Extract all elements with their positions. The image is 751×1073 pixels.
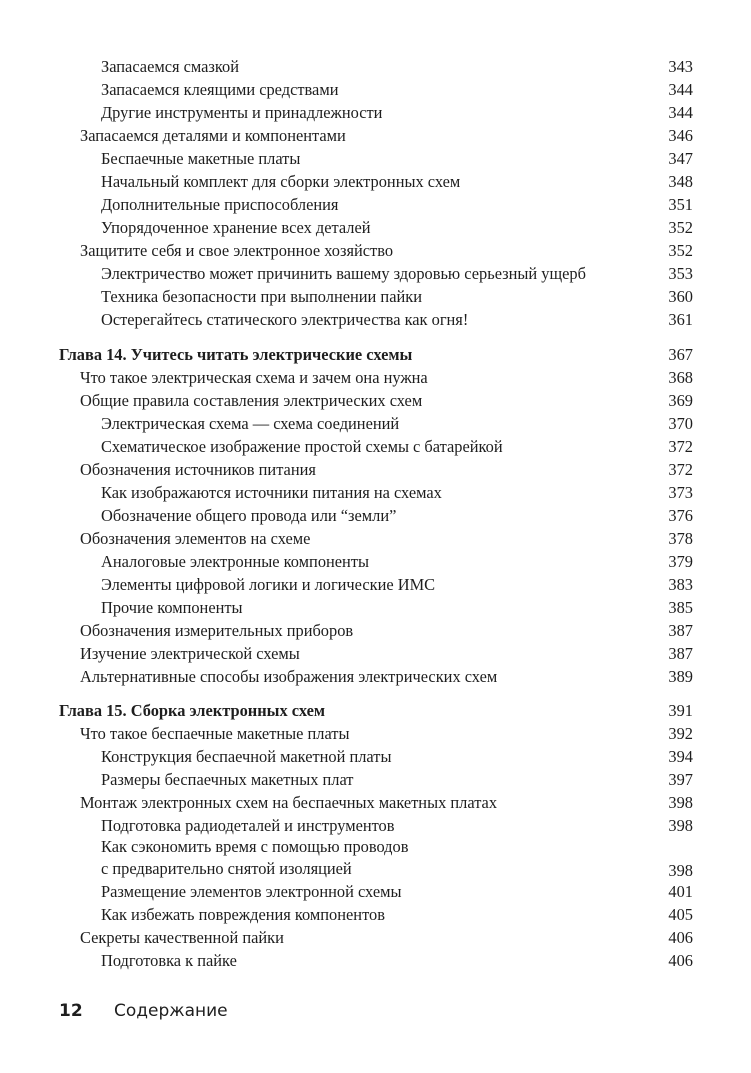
toc-entry-page: 398 bbox=[668, 861, 693, 880]
page-number: 12 bbox=[59, 1001, 83, 1021]
toc-entry-title: Беспаечные макетные платы bbox=[101, 149, 301, 168]
toc-entry[interactable] bbox=[0, 78, 751, 101]
section-title: Содержание bbox=[114, 1001, 228, 1021]
toc-entry-page: 344 bbox=[668, 80, 693, 99]
toc-entry[interactable] bbox=[0, 308, 751, 331]
toc-entry-title: Запасаемся клеящими средствами bbox=[101, 80, 339, 99]
toc-entry-page: 398 bbox=[668, 793, 693, 812]
page-footer bbox=[59, 997, 459, 1025]
toc-entry[interactable] bbox=[0, 366, 751, 389]
toc-entry-page: 344 bbox=[668, 103, 693, 122]
toc-entry[interactable] bbox=[0, 101, 751, 124]
toc-entry-page: 373 bbox=[668, 483, 693, 502]
toc-entry[interactable] bbox=[0, 389, 751, 412]
toc-entry-title: Обозначения измерительных приборов bbox=[80, 621, 354, 640]
toc-entry-page: 353 bbox=[668, 264, 693, 283]
toc-entry-page: 348 bbox=[668, 172, 693, 191]
toc-entry-title: Упорядоченное хранение всех деталей bbox=[101, 218, 371, 237]
toc-entry-page: 376 bbox=[668, 506, 693, 525]
toc-entry-title: Дополнительные приспособления bbox=[101, 195, 339, 214]
toc-entry-title: Остерегайтесь статического электричества как огня! bbox=[101, 310, 469, 329]
toc-entry[interactable] bbox=[0, 573, 751, 596]
toc-entry-page: 370 bbox=[668, 414, 693, 433]
toc-entry[interactable] bbox=[0, 926, 751, 949]
toc-entry-title: Электричество может причинить вашему здоровью серьезный ущерб bbox=[101, 264, 586, 283]
toc-entry-title: Конструкция беспаечной макетной платы bbox=[101, 747, 392, 766]
toc-entry-title: Электрическая схема — схема соединений bbox=[101, 414, 400, 433]
toc-entry-title: Элементы цифровой логики и логические ИМС bbox=[101, 575, 436, 594]
toc-entry-page: 360 bbox=[668, 287, 693, 306]
toc-entry[interactable] bbox=[0, 170, 751, 193]
toc-entry-page: 346 bbox=[668, 126, 693, 145]
toc-entry-title: Что такое электрическая схема и зачем она нужна bbox=[80, 368, 428, 387]
toc-entry[interactable] bbox=[0, 239, 751, 262]
toc-entry[interactable] bbox=[0, 903, 751, 926]
toc-entry-title: Размеры беспаечных макетных плат bbox=[101, 770, 354, 789]
toc-entry-page: 369 bbox=[668, 391, 693, 410]
toc-entry-title: Другие инструменты и принадлежности bbox=[101, 103, 383, 122]
toc-entry-title: Запасаемся смазкой bbox=[101, 57, 240, 76]
toc-entry-page: 405 bbox=[668, 905, 693, 924]
toc-chapter-heading[interactable] bbox=[0, 343, 751, 366]
toc-entry-page: 352 bbox=[668, 241, 693, 260]
toc-entry-title: Что такое беспаечные макетные платы bbox=[80, 724, 350, 743]
toc-entry-page: 385 bbox=[668, 598, 693, 617]
toc-entry-title: Подготовка радиодеталей и инструментов bbox=[101, 816, 395, 835]
toc-entry[interactable] bbox=[0, 880, 751, 903]
toc-entry-page: 401 bbox=[668, 882, 693, 901]
toc-entry-page: 368 bbox=[668, 368, 693, 387]
toc-entry-page: 406 bbox=[668, 928, 693, 947]
toc-entry[interactable] bbox=[0, 836, 751, 882]
toc-entry[interactable] bbox=[0, 147, 751, 170]
toc-entry-title: Как изображаются источники питания на схемах bbox=[101, 483, 442, 502]
toc-entry[interactable] bbox=[0, 193, 751, 216]
toc-entry-page: 394 bbox=[668, 747, 693, 766]
toc-entry-page: 352 bbox=[668, 218, 693, 237]
toc-entry[interactable] bbox=[0, 262, 751, 285]
toc-entry-page: 387 bbox=[668, 621, 693, 640]
toc-entry-page: 367 bbox=[668, 345, 693, 364]
toc-entry-page: 389 bbox=[668, 667, 693, 686]
toc-entry-title: Общие правила составления электрических схем bbox=[80, 391, 423, 410]
toc-entry[interactable] bbox=[0, 124, 751, 147]
toc-entry-page: 347 bbox=[668, 149, 693, 168]
toc-entry-title-line: Как сэкономить время с помощью проводов bbox=[101, 837, 409, 856]
toc-entry[interactable] bbox=[0, 504, 751, 527]
toc-entry-title bbox=[101, 836, 408, 880]
toc-entry-title: Прочие компоненты bbox=[101, 598, 243, 617]
toc-entry-title: Защитите себя и свое электронное хозяйство bbox=[80, 241, 394, 260]
toc-entry-title: Обозначения элементов на схеме bbox=[80, 529, 311, 548]
toc-entry[interactable] bbox=[0, 481, 751, 504]
toc-entry-title: Монтаж электронных схем на беспаечных макетных платах bbox=[80, 793, 498, 812]
toc-entry-title: Схематическое изображение простой схемы с батарейкой bbox=[101, 437, 503, 456]
toc-entry-page: 383 bbox=[668, 575, 693, 594]
toc-entry[interactable] bbox=[0, 791, 751, 814]
toc-entry[interactable] bbox=[0, 642, 751, 665]
toc-entry[interactable] bbox=[0, 722, 751, 745]
toc-entry-page: 343 bbox=[668, 57, 693, 76]
toc-entry-title: Глава 15. Сборка электронных схем bbox=[59, 701, 326, 720]
toc-entry-page: 372 bbox=[668, 460, 693, 479]
toc-entry-page: 391 bbox=[668, 701, 693, 720]
toc-entry-title: Начальный комплект для сборки электронных схем bbox=[101, 172, 461, 191]
toc-entry[interactable] bbox=[0, 412, 751, 435]
toc-entry[interactable] bbox=[0, 619, 751, 642]
toc-entry-page: 372 bbox=[668, 437, 693, 456]
toc-entry-title: Обозначения источников питания bbox=[80, 460, 316, 479]
toc-entry[interactable] bbox=[0, 527, 751, 550]
toc-entry-title: Техника безопасности при выполнении пайки bbox=[101, 287, 422, 306]
toc-chapter-heading[interactable] bbox=[0, 699, 751, 722]
toc-entry[interactable] bbox=[0, 550, 751, 573]
toc-entry-title: Секреты качественной пайки bbox=[80, 928, 284, 947]
toc-entry-title-line: с предварительно снятой изоляцией bbox=[101, 859, 352, 878]
toc-entry-page: 398 bbox=[668, 816, 693, 835]
toc-entry[interactable] bbox=[0, 814, 751, 837]
toc-entry-title: Обозначение общего провода или “земли” bbox=[101, 506, 397, 525]
toc-entry-page: 379 bbox=[668, 552, 693, 571]
toc-entry-title: Аналоговые электронные компоненты bbox=[101, 552, 370, 571]
toc-entry[interactable] bbox=[0, 285, 751, 308]
toc-entry[interactable] bbox=[0, 458, 751, 481]
toc-entry[interactable] bbox=[0, 949, 751, 972]
toc-entry[interactable] bbox=[0, 596, 751, 619]
toc-entry-title: Подготовка к пайке bbox=[101, 951, 237, 970]
toc-entry-page: 378 bbox=[668, 529, 693, 548]
toc-entry-title: Альтернативные способы изображения электрических схем bbox=[80, 667, 498, 686]
toc-entry-title: Запасаемся деталями и компонентами bbox=[80, 126, 346, 145]
toc-entry[interactable] bbox=[0, 745, 751, 768]
toc-entry-page: 351 bbox=[668, 195, 693, 214]
toc-entry-title: Глава 14. Учитесь читать электрические схемы bbox=[59, 345, 413, 364]
toc-entry-page: 387 bbox=[668, 644, 693, 663]
toc-entry-title: Как избежать повреждения компонентов bbox=[101, 905, 385, 924]
toc-entry-page: 392 bbox=[668, 724, 693, 743]
toc-entry-title: Изучение электрической схемы bbox=[80, 644, 300, 663]
toc-entry[interactable] bbox=[0, 435, 751, 458]
toc-entry[interactable] bbox=[0, 55, 751, 78]
toc-entry[interactable] bbox=[0, 768, 751, 791]
toc-entry[interactable] bbox=[0, 216, 751, 239]
toc-entry[interactable] bbox=[0, 665, 751, 688]
toc-entry-title: Размещение элементов электронной схемы bbox=[101, 882, 402, 901]
toc-entry-page: 406 bbox=[668, 951, 693, 970]
toc-entry-page: 397 bbox=[668, 770, 693, 789]
toc-entry-page: 361 bbox=[668, 310, 693, 329]
